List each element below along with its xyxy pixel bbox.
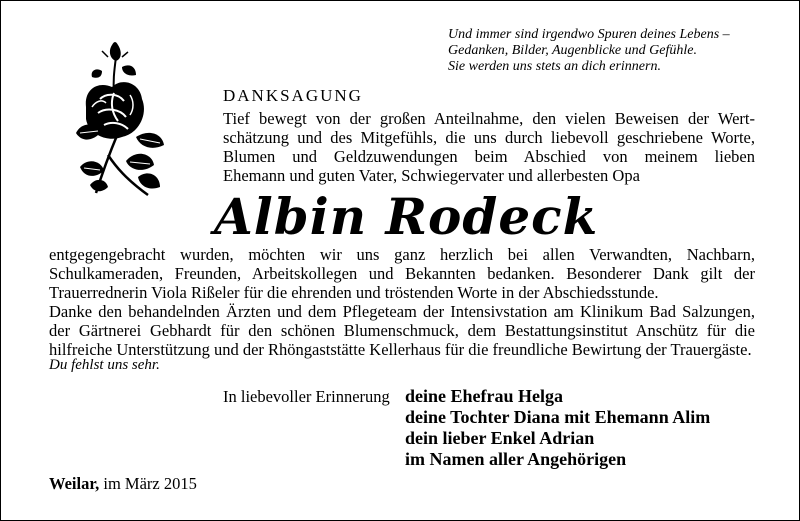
quote-line: Gedanken, Bilder, Augenblicke und Gefühle.	[448, 43, 697, 58]
body-line: der Gärtnerei Gebhardt für den schönen Blumenschmuck, dem Bestattungsinstitut Anschütz für die	[49, 321, 755, 340]
intro-line: Blumen und Geldzuwendungen beim Abschied von meinem lieben	[223, 147, 755, 166]
intro-line: Tief bewegt von der großen Anteilnahme, den vielen Beweisen der Wert-	[223, 109, 755, 128]
family-member: dein lieber Enkel Adrian	[405, 428, 595, 448]
intro-line: Ehemann und guten Vater, Schwiegervater und allerbesten Opa	[223, 166, 640, 185]
quote-line: Und immer sind irgendwo Spuren deines Lebens –	[448, 27, 730, 42]
date: im März 2015	[103, 474, 197, 493]
rose-icon	[56, 37, 176, 197]
body-line: Danke den behandelnden Ärzten und dem Pflegeteam der Intensivstation am Klinikum Bad Salzungen,	[49, 302, 755, 321]
deceased-name: Albin Rodeck	[214, 187, 599, 246]
body-line: Trauerrednerin Viola Rißeler für die ehrenden und tröstenden Worte in der Abschiedsstunde.	[49, 283, 659, 302]
family-member: im Namen aller Angehörigen	[405, 449, 627, 469]
place: Weilar,	[49, 474, 100, 493]
place-date	[49, 474, 197, 494]
quote-line: Sie werden uns stets an dich erinnern.	[448, 59, 661, 74]
intro-line: schätzung und des Mitgefühls, die uns durch liebevoll geschriebene Worte,	[223, 128, 755, 147]
family-member: deine Tochter Diana mit Ehemann Alim	[405, 407, 711, 427]
family-member: deine Ehefrau Helga	[405, 386, 563, 406]
body-line: hilfreiche Unterstützung und der Rhöngaststätte Kellerhaus für die freundliche Bewirtung der Trauergäste.	[49, 340, 752, 359]
intro-paragraph	[223, 109, 755, 185]
heading-danksagung: DANKSAGUNG	[223, 86, 363, 105]
thanks-paragraph	[49, 245, 755, 359]
memory-label: In liebevoller Erinnerung	[223, 387, 390, 406]
closing-line: Du fehlst uns sehr.	[49, 357, 160, 373]
body-line: Schulkameraden, Freunden, Arbeitskollegen und Bekannten bedanken. Besonderer Dank gilt der	[49, 264, 755, 283]
memorial-quote	[448, 27, 788, 75]
body-line: entgegengebracht wurden, möchten wir uns ganz herzlich bei allen Verwandten, Nachbarn,	[49, 245, 755, 264]
family-signatures	[405, 386, 710, 470]
